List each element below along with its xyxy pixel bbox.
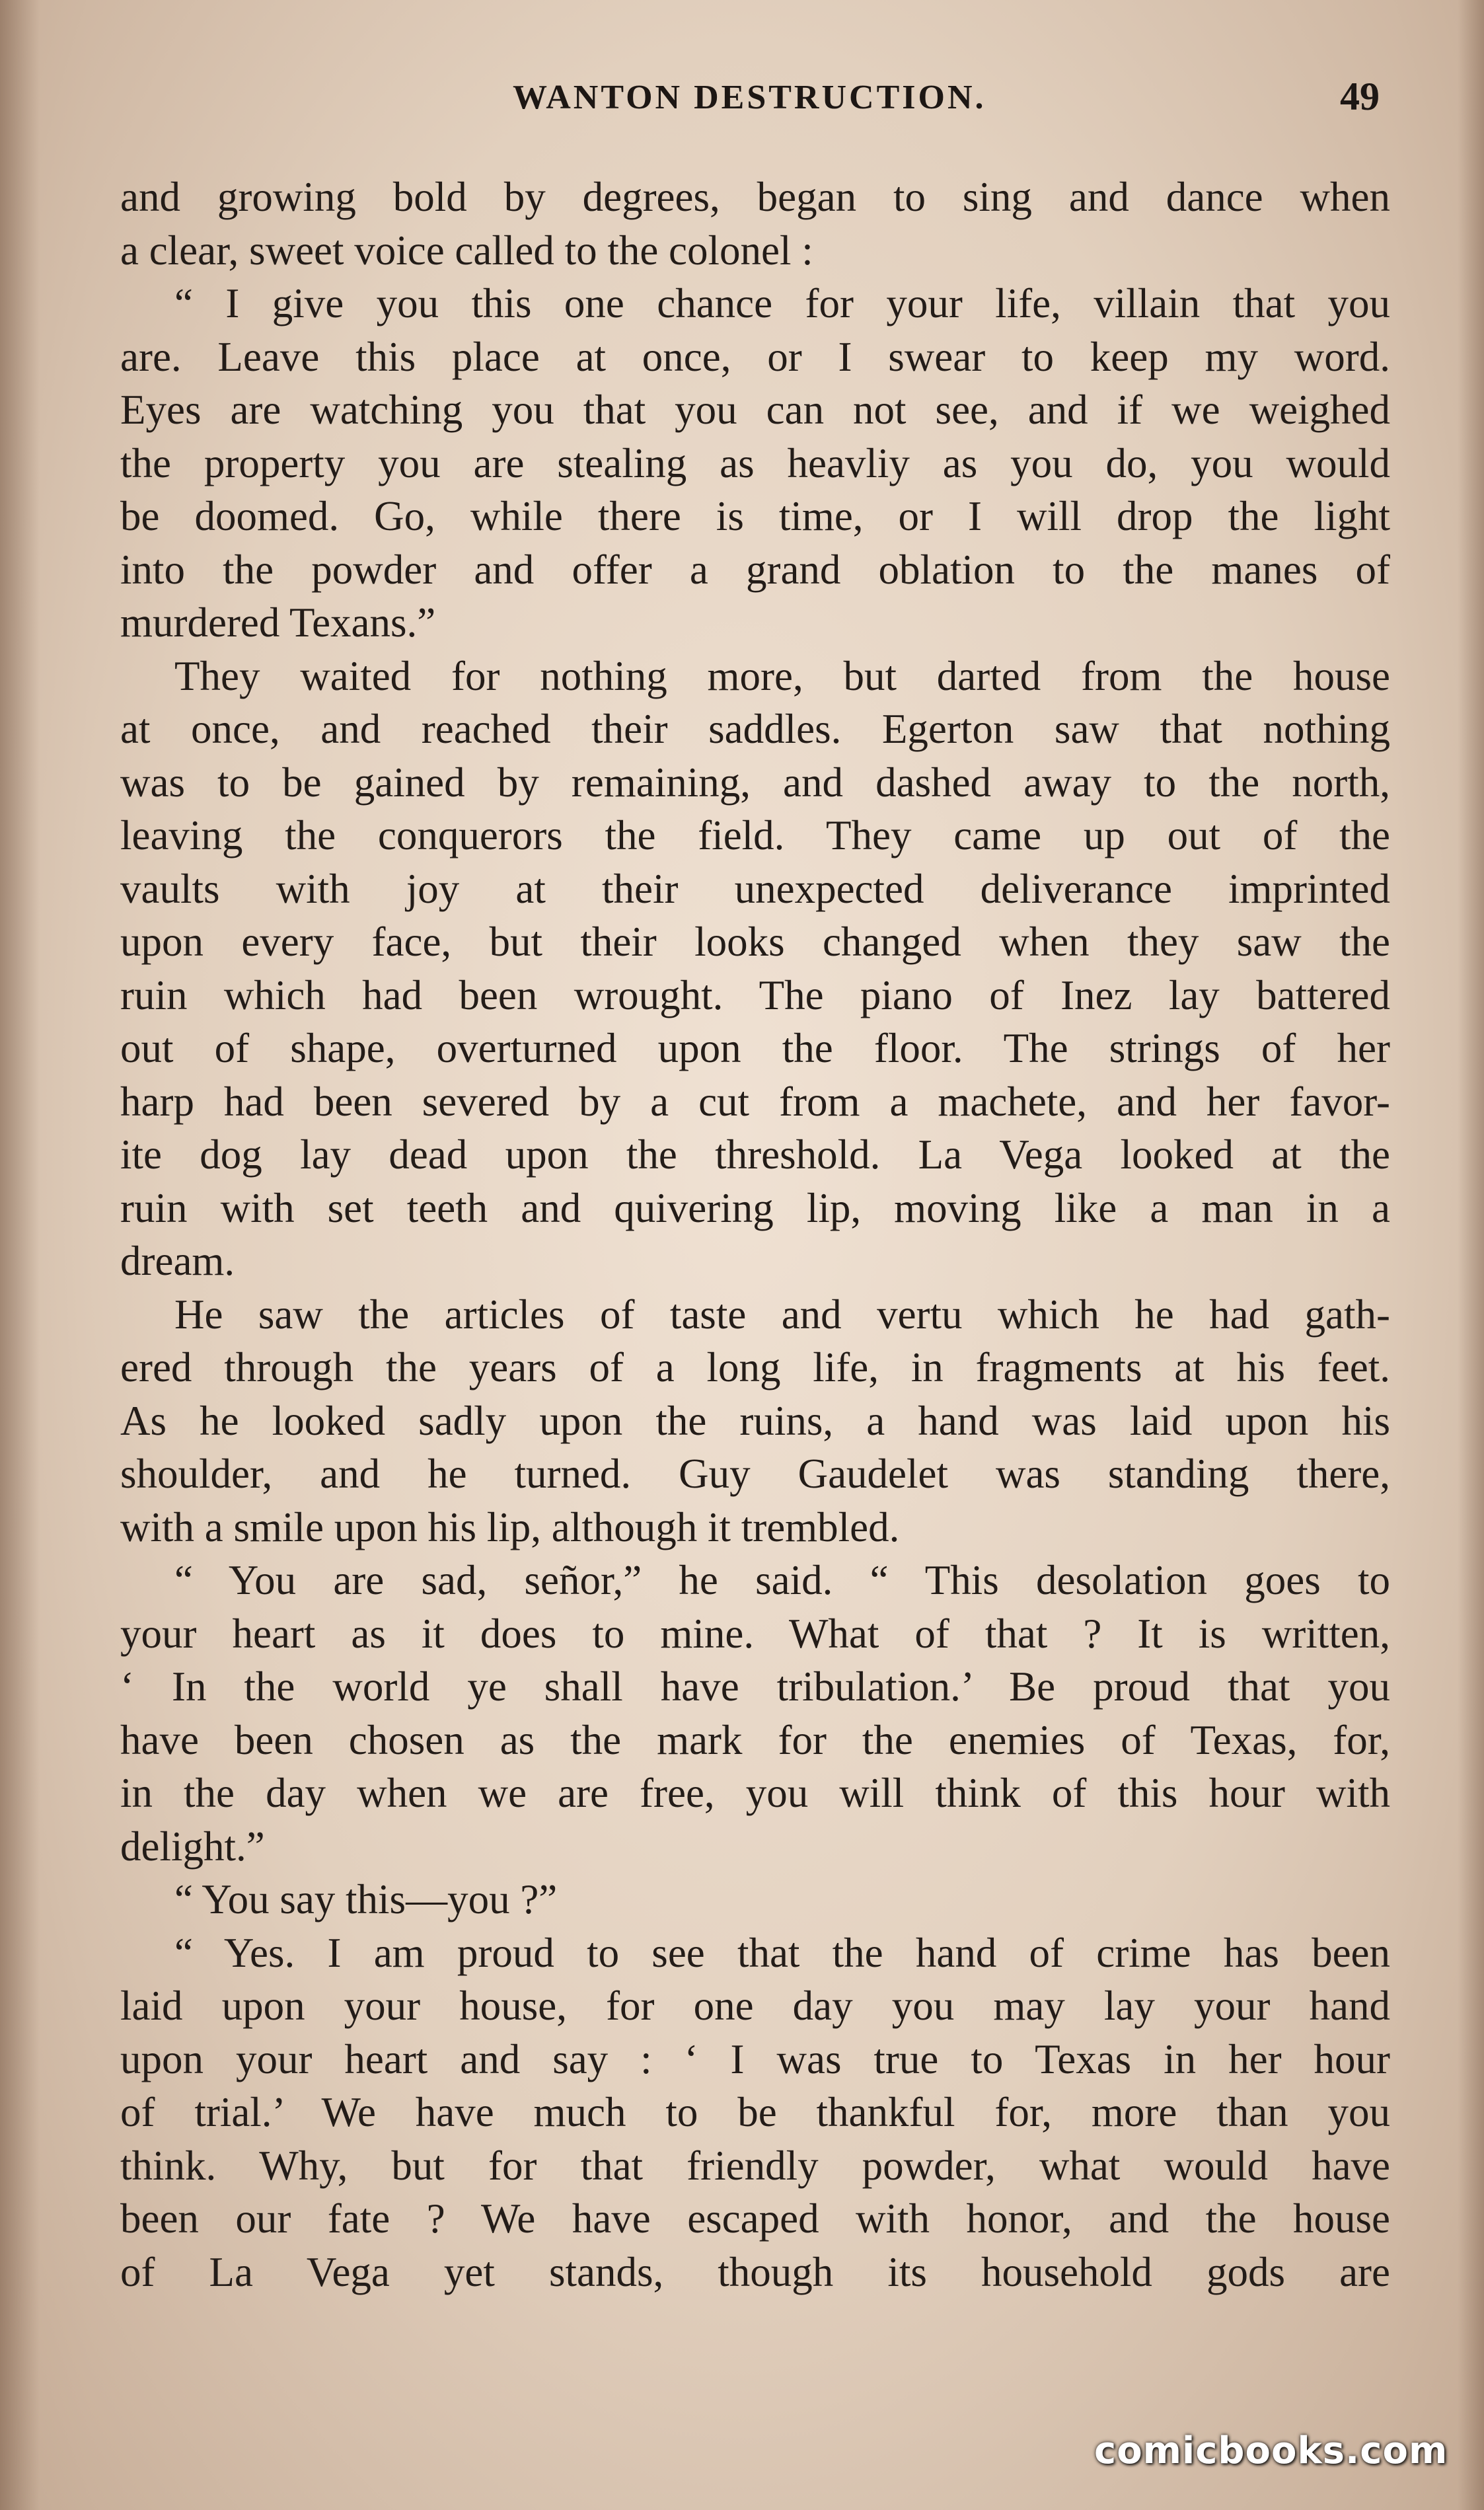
text-line: with a smile upon his lip, although it trembled. (120, 1503, 900, 1550)
text-line: laid upon your house, for one day you may lay your hand (120, 1983, 1390, 2029)
body-text (120, 171, 1390, 2299)
text-line: be doomed. Go, while there is time, or I will drop the light (120, 493, 1390, 539)
text-line: “ You are sad, señor,” he said. “ This desolation goes to (174, 1557, 1390, 1603)
text-line: As he looked sadly upon the ruins, a hand was laid upon his (120, 1397, 1390, 1444)
text-line: “ I give you this one chance for your life, villain that you (174, 280, 1390, 326)
text-line: upon every face, but their looks changed when they saw the (120, 919, 1390, 965)
text-line: of trial.’ We have much to be thankful for, more than you (120, 2089, 1390, 2135)
text-line: ruin with set teeth and quivering lip, moving like a man in a (120, 1184, 1390, 1231)
text-line: dream. (120, 1238, 235, 1284)
text-line: ered through the years of a long life, in fragments at his feet. (120, 1344, 1390, 1390)
text-line: delight.” (120, 1823, 265, 1870)
watermark: comicbooks.com (1094, 2429, 1448, 2472)
text-line: “ You say this—you ?” (174, 1876, 558, 1922)
text-line: They waited for nothing more, but darted from the house (174, 652, 1390, 699)
text-line: was to be gained by remaining, and dashed away to the north, (120, 759, 1390, 806)
text-line: ‘ In the world ye shall have tribulation.’ Be proud that you (120, 1663, 1390, 1710)
text-line: Eyes are watching you that you can not see, and if we weighed (120, 387, 1390, 433)
text-line: shoulder, and he turned. Guy Gaudelet was standing there, (120, 1451, 1390, 1497)
text-line: in the day when we are free, you will think of this hour with (120, 1770, 1390, 1816)
text-line: at once, and reached their saddles. Egerton saw that nothing (120, 706, 1390, 752)
text-line: “ Yes. I am proud to see that the hand of crime has been (174, 1929, 1390, 1976)
text-line: harp had been severed by a cut from a machete, and her favor- (120, 1078, 1390, 1125)
text-line: your heart as it does to mine. What of that ? It is written, (120, 1610, 1390, 1657)
text-line: a clear, sweet voice called to the colonel : (120, 227, 813, 274)
text-line: ite dog lay dead upon the threshold. La Vega looked at the (120, 1131, 1390, 1178)
text-line: leaving the conquerors the field. They came up out of the (120, 812, 1390, 858)
text-line: out of shape, overturned upon the floor. The strings of her (120, 1025, 1390, 1071)
running-head: WANTON DESTRUCTION. (513, 79, 986, 116)
text-line: been our fate ? We have escaped with honor, and the house (120, 2195, 1390, 2242)
text-line: think. Why, but for that friendly powder, what would have (120, 2142, 1390, 2189)
text-line: have been chosen as the mark for the enemies of Texas, for, (120, 1716, 1390, 1763)
page-number: 49 (1340, 75, 1380, 118)
text-line: He saw the articles of taste and vertu which he had gath- (174, 1291, 1390, 1338)
text-line: of La Vega yet stands, though its household gods are (120, 2248, 1390, 2295)
text-line: into the powder and offer a grand oblation to the manes of (120, 546, 1390, 593)
text-line: the property you are stealing as heavliy as you do, you would (120, 439, 1390, 486)
text-line: vaults with joy at their unexpected deliverance imprinted (120, 865, 1390, 912)
text-line: upon your heart and say : ‘ I was true to Texas in her hour (120, 2035, 1390, 2082)
text-line: are. Leave this place at once, or I swear to keep my word. (120, 333, 1390, 380)
text-line: and growing bold by degrees, began to sing and dance when (120, 174, 1390, 220)
text-line: murdered Texans.” (120, 599, 436, 646)
text-line: ruin which had been wrought. The piano of Inez lay battered (120, 971, 1390, 1018)
